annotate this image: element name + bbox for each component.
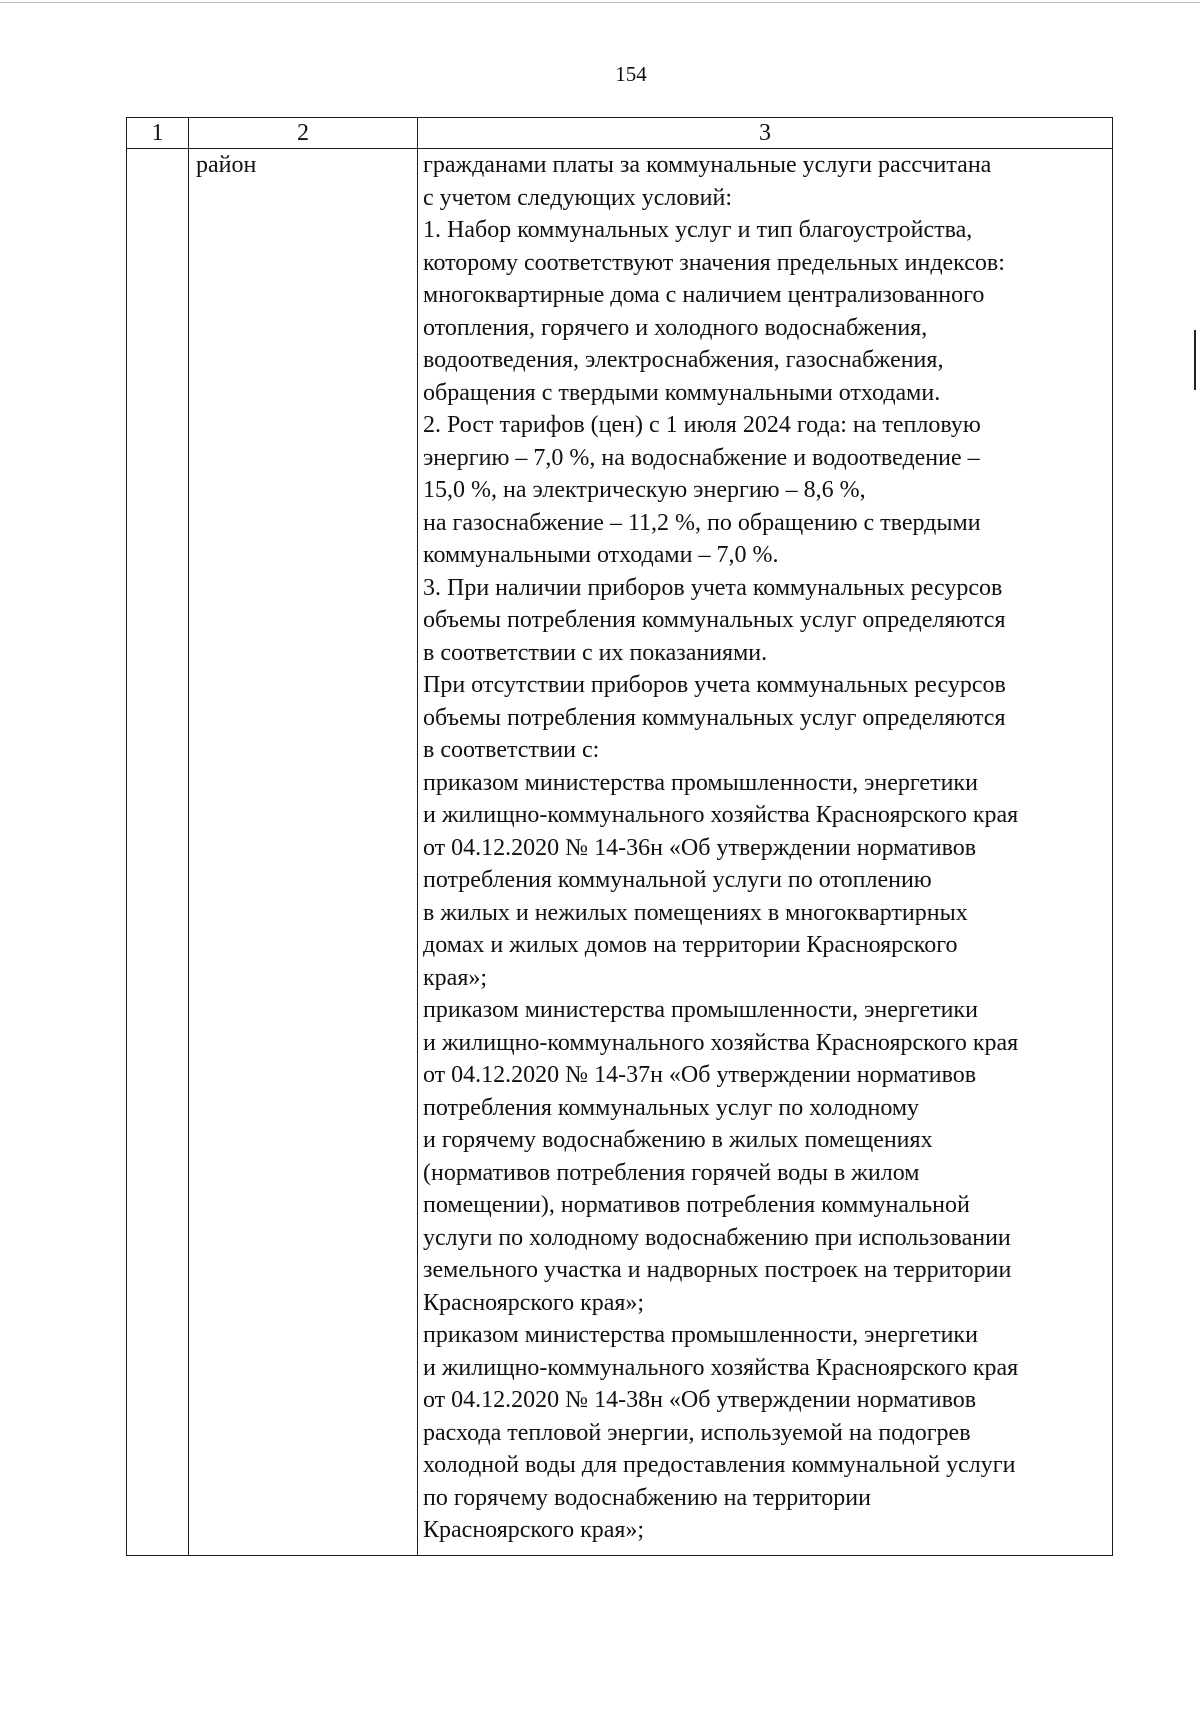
conditions-line: приказом министерства промышленности, энергетики: [423, 1322, 978, 1348]
conditions-line: приказом министерства промышленности, энергетики: [423, 997, 978, 1023]
conditions-line: в жилых и нежилых помещениях в многоквартирных: [423, 899, 968, 926]
tariff-conditions-table: [126, 117, 1113, 1556]
page-number: 154: [615, 62, 647, 86]
conditions-line: При отсутствии приборов учета коммунальных ресурсов: [423, 672, 1006, 698]
conditions-line: коммунальными отходами – 7,0 %.: [423, 542, 779, 568]
conditions-line: приказом министерства промышленности, энергетики: [423, 769, 978, 796]
conditions-line: в соответствии с их показаниями.: [423, 639, 768, 666]
conditions-line: потребления коммунальной услуги по отоплению: [423, 867, 932, 893]
header-cell-2: 2: [189, 118, 418, 149]
conditions-line: по горячему водоснабжению на территории: [423, 1484, 871, 1511]
header-cell-3: 3: [418, 118, 1113, 149]
conditions-line: помещении), нормативов потребления коммунальной: [423, 1192, 970, 1218]
conditions-line: земельного участка и надворных построек на территории: [423, 1257, 1012, 1283]
conditions-line: гражданами платы за коммунальные услуги рассчитана: [423, 152, 992, 178]
conditions-line: в соответствии с:: [423, 737, 600, 763]
conditions-line: от 04.12.2020 № 14-38н «Об утверждении нормативов: [423, 1387, 977, 1413]
conditions-line: которому соответствуют значения предельных индексов:: [423, 249, 1005, 276]
scan-margin-mark: [1194, 330, 1196, 390]
conditions-line: энергию – 7,0 %, на водоснабжение и водоотведение –: [423, 444, 980, 471]
conditions-line: домах и жилых домов на территории Красноярского: [423, 932, 958, 958]
conditions-line: объемы потребления коммунальных услуг определяются: [423, 607, 1006, 633]
row-number-cell: [127, 149, 189, 1556]
conditions-line: 1. Набор коммунальных услуг и тип благоустройства,: [423, 217, 973, 243]
conditions-cell: [418, 149, 1113, 1556]
conditions-line: расхода тепловой энергии, используемой на подогрев: [423, 1419, 971, 1446]
conditions-line: обращения с твердыми коммунальными отходами.: [423, 379, 941, 406]
conditions-line: от 04.12.2020 № 14-37н «Об утверждении нормативов: [423, 1062, 977, 1088]
conditions-line: 2. Рост тарифов (цен) с 1 июля 2024 года: на тепловую: [423, 412, 981, 438]
district-cell: район: [189, 149, 418, 1556]
conditions-line: (нормативов потребления горячей воды в жилом: [423, 1159, 920, 1186]
header-cell-1: 1: [127, 118, 189, 149]
conditions-line: и жилищно-коммунального хозяйства Красноярского края: [423, 1029, 1019, 1056]
conditions-line: объемы потребления коммунальных услуг определяются: [423, 704, 1006, 731]
conditions-line: многоквартирные дома с наличием централизованного: [423, 282, 985, 308]
table-row: [127, 149, 1113, 1556]
conditions-line: холодной воды для предоставления коммунальной услуги: [423, 1452, 1016, 1478]
conditions-line: и жилищно-коммунального хозяйства Красноярского края: [423, 1354, 1019, 1381]
conditions-line: услуги по холодному водоснабжению при использовании: [423, 1224, 1011, 1251]
conditions-text: [423, 149, 1112, 1547]
table-header-row: [127, 118, 1113, 149]
conditions-line: водоотведения, электроснабжения, газоснабжения,: [423, 347, 944, 373]
conditions-line: отопления, горячего и холодного водоснабжения,: [423, 314, 928, 341]
conditions-line: потребления коммунальных услуг по холодному: [423, 1094, 920, 1121]
conditions-line: Красноярского края»;: [423, 1517, 645, 1543]
conditions-line: и горячему водоснабжению в жилых помещениях: [423, 1127, 933, 1153]
conditions-line: 3. При наличии приборов учета коммунальных ресурсов: [423, 574, 1003, 601]
conditions-line: с учетом следующих условий:: [423, 184, 733, 211]
scan-top-edge: [0, 2, 1200, 3]
conditions-line: от 04.12.2020 № 14-36н «Об утверждении нормативов: [423, 834, 977, 861]
conditions-line: 15,0 %, на электрическую энергию – 8,6 %,: [423, 477, 866, 503]
conditions-line: Красноярского края»;: [423, 1289, 645, 1316]
conditions-line: на газоснабжение – 11,2 %, по обращению с твердыми: [423, 509, 981, 536]
conditions-line: края»;: [423, 964, 488, 991]
conditions-line: и жилищно-коммунального хозяйства Красноярского края: [423, 802, 1019, 828]
